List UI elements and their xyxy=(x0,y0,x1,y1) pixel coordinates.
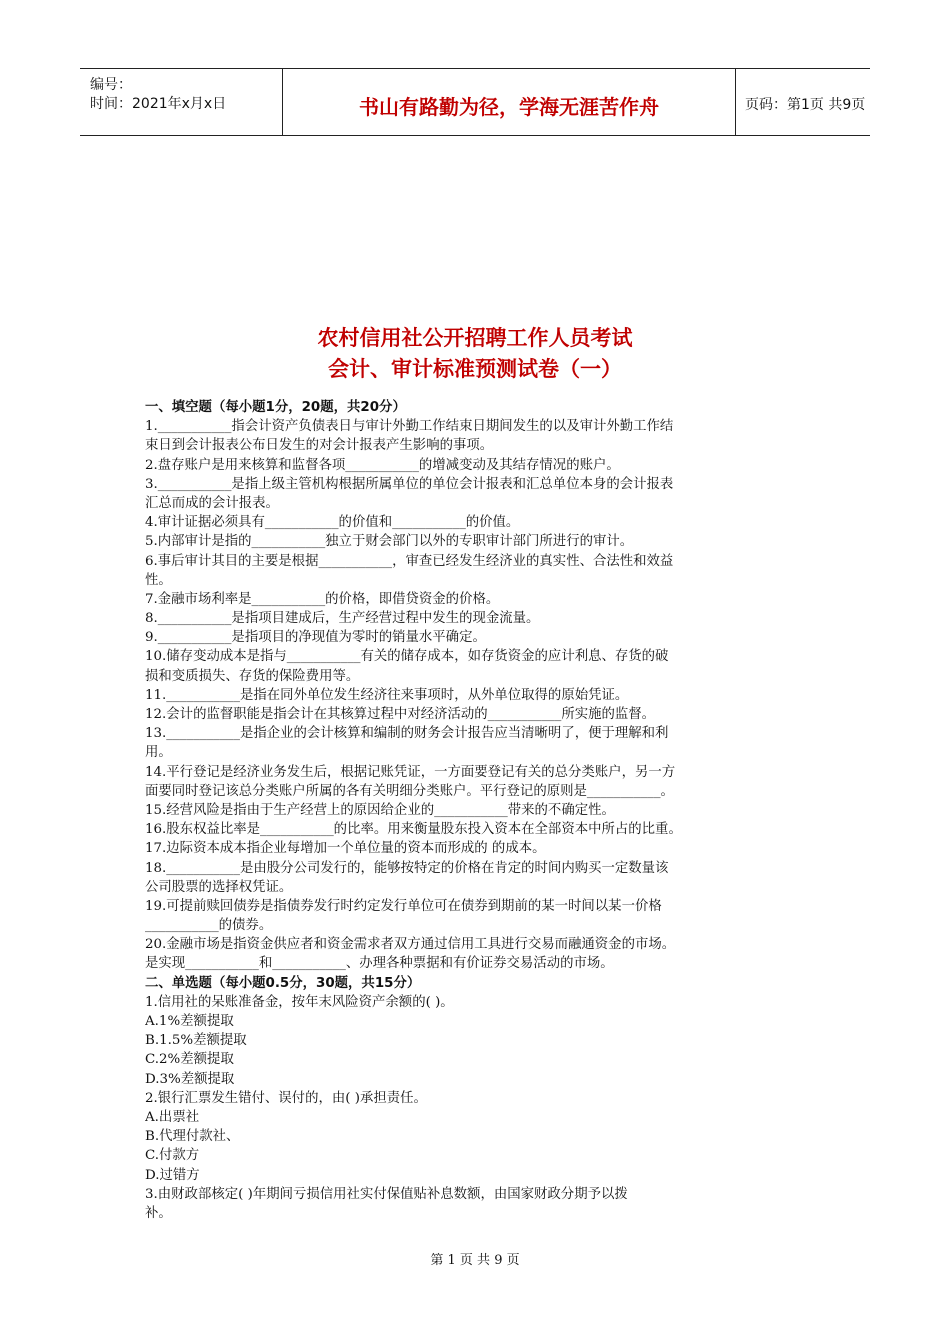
content-line: 1.信用社的呆账准备金，按年末风险资产余额的( )。 xyxy=(145,994,454,1010)
content-line: A.出票社 xyxy=(145,1109,200,1125)
content-line: 15.经营风险是指由于生产经营上的原因给企业的___________带来的不确定性。 xyxy=(145,802,615,818)
content-line: 20.金融市场是指资金供应者和资金需求者双方通过信用工具进行交易而融通资金的市场。 xyxy=(145,937,676,953)
content-line: 4.审计证据必须具有___________的价值和___________的价值。 xyxy=(145,515,520,531)
content-line: 用。 xyxy=(145,745,172,761)
content-line: 12.会计的监督职能是指会计在其核算过程中对经济活动的___________所实施的监督。 xyxy=(145,707,656,722)
content-line: 2.银行汇票发生错付、误付的，由( )承担责任。 xyxy=(145,1090,427,1106)
content-line: B.代理付款社、 xyxy=(145,1129,240,1145)
content-line: 18.___________是由股分公司发行的，能够按特定的价格在肯定的时间内购买一定数量该 xyxy=(145,860,669,876)
content-line: 8.___________是指项目建成后，生产经营过程中发生的现金流量。 xyxy=(145,611,540,627)
content-line: D.过错方 xyxy=(145,1167,200,1183)
content-line: 13.___________是指企业的会计核算和编制的财务会计报告应当清晰明了，便于理解和利 xyxy=(145,726,669,742)
content-line: 6.事后审计其目的主要是根据___________，审查已经发生经济业的真实性、合法性和效益 xyxy=(145,553,674,569)
content-line: 2.盘存账户是用来核算和监督各项___________的增减变动及其结存情况的账户。 xyxy=(145,457,620,473)
content-line: 二、单选题（每小题0.5分，30题，共15分） xyxy=(145,975,421,991)
content-line: D.3%差额提取 xyxy=(145,1071,235,1087)
header-left-cell xyxy=(80,69,283,135)
exam-title: 农村信用社公开招聘工作人员考试 xyxy=(317,326,633,350)
content-line: A.1%差额提取 xyxy=(145,1014,234,1029)
content-line: 是实现___________和___________、办理各种票据和有价证券交易活动的市场。 xyxy=(145,956,614,972)
header-motto-cell xyxy=(283,69,736,135)
content-line: B.1.5%差额提取 xyxy=(145,1033,247,1049)
content-line: 公司股票的选择权凭证。 xyxy=(145,879,293,895)
time-label: 时间：2021年x月x日 xyxy=(90,96,227,112)
content-line: 11.___________是指在同外单位发生经济往来事项时，从外单位取得的原始凭证。 xyxy=(145,687,629,703)
page-info: 页码：第1页 共9页 xyxy=(745,97,866,113)
content-line: 16.股东权益比率是___________的比率。用来衡量股东投入资本在全部资本中所占的比重。 xyxy=(145,822,682,838)
content-line: 补。 xyxy=(145,1205,172,1221)
content-line: ___________的债券。 xyxy=(145,918,273,934)
content-line: C.2%差额提取 xyxy=(145,1052,234,1068)
content-line: 3.由财政部核定( )年期间亏损信用社实付保值贴补息数额，由国家财政分期予以拨 xyxy=(145,1186,628,1202)
content-line: 5.内部审计是指的___________独立于财会部门以外的专职审计部门所进行的审计。 xyxy=(145,534,634,550)
content-line: 汇总而成的会计报表。 xyxy=(145,495,279,511)
number-label: 编号： xyxy=(90,77,132,93)
exam-content xyxy=(145,398,813,1223)
content-line: 性。 xyxy=(145,572,172,588)
content-line: 10.储存变动成本是指与___________有关的储存成本，如存货资金的应计利息、存货的破 xyxy=(145,649,669,665)
content-line: 17.边际资本成本指企业每增加一个单位量的资本而形成的 的成本。 xyxy=(145,841,546,857)
content-line: 7.金融市场利率是___________的价格，即借贷资金的价格。 xyxy=(145,591,500,607)
exam-subtitle: 会计、审计标准预测试卷（一） xyxy=(328,357,622,381)
content-line: 损和变质损失、存货的保险费用等。 xyxy=(145,668,360,684)
content-line: 束日到会计报表公布日发生的对会计报表产生影响的事项。 xyxy=(145,438,494,454)
header-right-cell xyxy=(736,69,870,135)
content-line: C.付款方 xyxy=(145,1148,200,1164)
content-line: 14.平行登记是经济业务发生后，根据记账凭证，一方面要登记有关的总分类账户，另一方 xyxy=(145,764,676,780)
page-header xyxy=(80,68,870,136)
content-line: 3.___________是指上级主管机构根据所属单位的单位会计报表和汇总单位本身的会计报表 xyxy=(145,476,674,492)
page-footer: 第 1 页 共 9 页 xyxy=(430,1253,520,1268)
content-line: 9.___________是指项目的净现值为零时的销量水平确定。 xyxy=(145,630,486,646)
motto: 书山有路勤为径，学海无涯苦作舟 xyxy=(359,95,659,119)
content-line: 1.___________指会计资产负债表日与审计外勤工作结束日期间发生的以及审计外勤工作结 xyxy=(145,419,674,435)
content-line: 一、填空题（每小题1分，20题，共20分） xyxy=(145,400,406,415)
content-line: 面要同时登记该总分类账户所属的各有关明细分类账户。平行登记的原则是___________。 xyxy=(145,783,674,799)
content-line: 19.可提前赎回债券是指债券发行时约定发行单位可在债券到期前的某一时间以某一价格 xyxy=(145,898,662,914)
